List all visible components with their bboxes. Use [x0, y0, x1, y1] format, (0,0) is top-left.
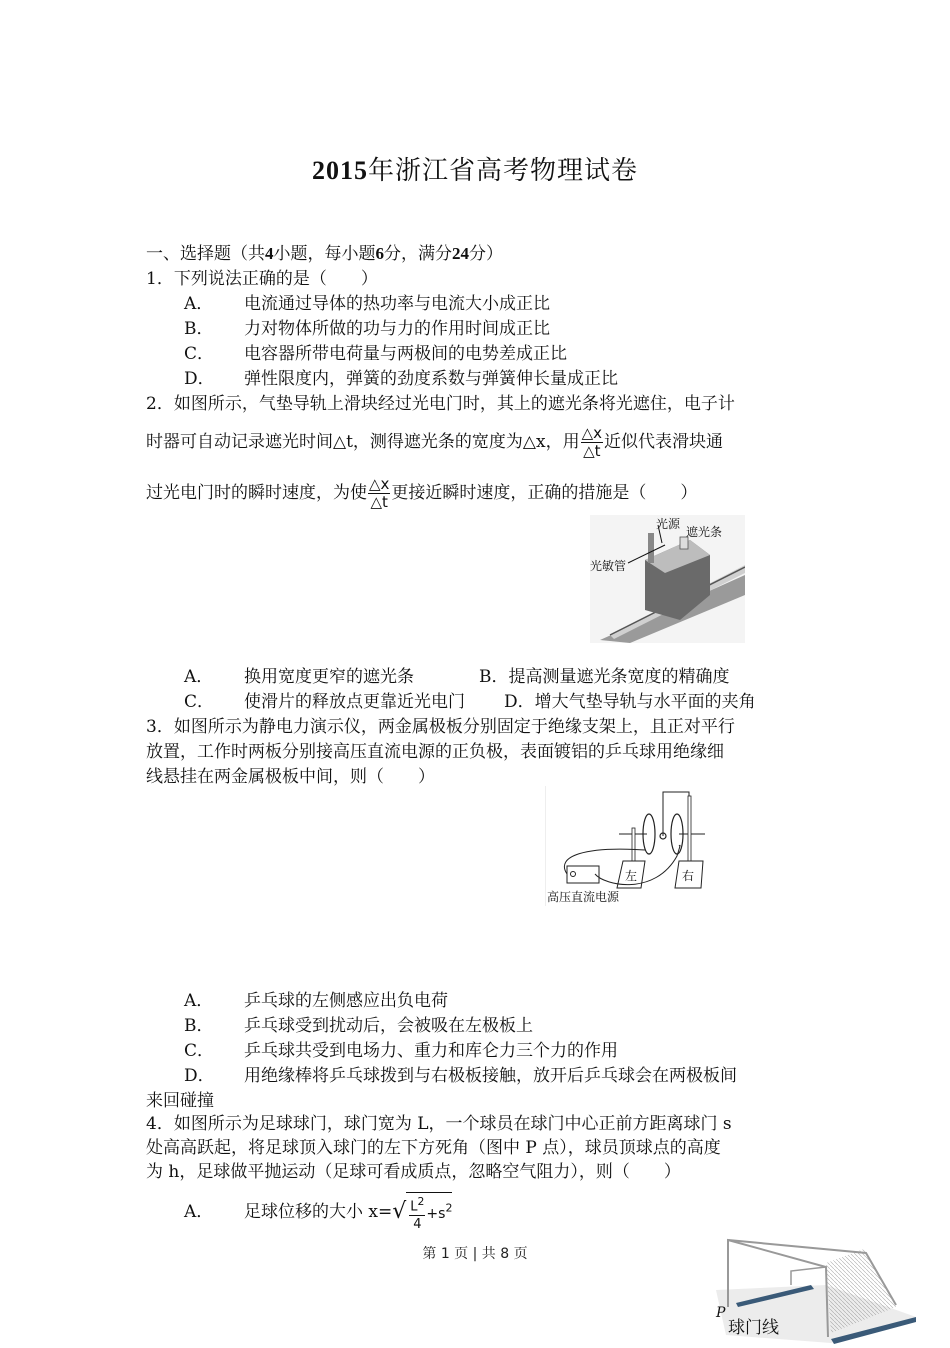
option-text: 力对物体所做的功与力的作用时间成正比 [244, 319, 550, 339]
option-label: C． [184, 344, 215, 364]
option-label: D． [184, 1066, 215, 1086]
option-label: A． [184, 667, 214, 687]
option-label: B． [479, 667, 509, 687]
q3-option-d [184, 1065, 737, 1087]
title-year: 2015 [311, 156, 368, 185]
q2-line2-a: 时器可自动记录遮光时间△t，测得遮光条的宽度为△x，用 [146, 432, 580, 452]
q2-line3-b: 更接近瞬时速度，正确的措施是（ ） [391, 483, 698, 503]
frac-num: △x [581, 424, 602, 442]
frac-num: △x [369, 475, 390, 493]
formula-L: L [410, 1199, 418, 1215]
formula-den: 4 [413, 1217, 422, 1233]
label-right-plate: 右 [682, 869, 695, 883]
frac-den: △t [583, 442, 601, 460]
option-label: D． [504, 692, 535, 712]
q2-line3-a: 过光电门时的瞬时速度，为使 [146, 483, 367, 503]
label-left-plate: 左 [625, 869, 638, 883]
q4-line1: 4．如图所示为足球球门，球门宽为 L，一个球员在球门中心正前方距离球门 s [146, 1114, 732, 1134]
section-header [146, 243, 503, 265]
label-point-p: P [716, 1305, 726, 1321]
option-label: A． [184, 991, 214, 1011]
title-text: 年浙江省高考物理试卷 [367, 156, 638, 186]
q1-option-d [184, 368, 618, 390]
option-label: C． [184, 692, 215, 712]
option-text: 电容器所带电荷量与两极间的电势差成正比 [244, 344, 567, 364]
label-shade-strip: 遮光条 [686, 525, 723, 539]
option-text: 乒乓球的左侧感应出负电荷 [244, 991, 448, 1011]
section-points: 6 [375, 244, 384, 263]
air-track-figure [590, 515, 745, 643]
formula-exp: 2 [417, 1195, 425, 1208]
option-text: 使滑片的释放点更靠近光电门 [244, 692, 465, 712]
q4-line2: 处高高跃起，将足球顶入球门的左下方死角（图中 P 点），球员顶球点的高度 [146, 1138, 721, 1158]
q3-option-d-wrap: 来回碰撞 [146, 1091, 214, 1111]
sqrt-formula: √ $\frac{L^2}{4}$ $+s^2$ [392, 1192, 452, 1233]
q3-option-c [184, 1040, 618, 1062]
q4-line3: 为 h，足球做平抛运动（足球可看成质点，忽略空气阻力），则（ ） [146, 1162, 681, 1182]
fraction-dx-dt [368, 476, 390, 511]
q2-line1: 2．如图所示，气垫导轨上滑块经过光电门时，其上的遮光条将光遮住，电子计 [146, 394, 735, 414]
section-suffix: 分） [469, 244, 503, 264]
fraction-dx-dt [581, 425, 603, 460]
option-text: 弹性限度内，弹簧的劲度系数与弹簧伸长量成正比 [244, 369, 618, 389]
q3-line1: 3．如图所示为静电力演示仪，两金属极板分别固定于绝缘支架上，且正对平行 [146, 717, 735, 737]
section-mid2: 分，满分 [384, 244, 452, 264]
option-label: A． [184, 1202, 214, 1223]
formula-plus-s: +s [426, 1206, 446, 1223]
q2-option-a [184, 666, 730, 688]
frac-den: △t [370, 493, 388, 511]
option-label: C． [184, 1041, 215, 1061]
option-text: 用绝缘棒将乒乓球拨到与右极板接触，放开后乒乓球会在两极板间 [244, 1066, 737, 1086]
option-label: D． [184, 369, 215, 389]
label-power-supply: 高压直流电源 [547, 890, 620, 904]
option-label: B． [184, 1016, 214, 1036]
q3-option-a [184, 990, 448, 1012]
q1-option-a [184, 293, 550, 315]
option-label: B． [184, 319, 214, 339]
page-footer: 第 1 页 | 共 8 页 [422, 1246, 528, 1262]
option-text: 电流通过导体的热功率与电流大小成正比 [244, 294, 550, 314]
q2-line2 [146, 425, 723, 460]
label-photo-tube: 光敏管 [590, 559, 627, 573]
option-text: 足球位移的大小 x= [244, 1202, 393, 1223]
option-text: 提高测量遮光条宽度的精确度 [508, 667, 730, 687]
q2-line3 [146, 476, 697, 511]
option-text: 乒乓球受到扰动后，会被吸在左极板上 [244, 1016, 533, 1036]
soccer-goal-figure [706, 1205, 926, 1344]
option-text: 乒乓球共受到电场力、重力和库仑力三个力的作用 [244, 1041, 618, 1061]
formula-exp2: 2 [445, 1201, 453, 1215]
q2-line2-b: 近似代表滑块通 [604, 432, 723, 452]
section-count: 4 [265, 244, 274, 263]
section-prefix: 一、选择题（共 [146, 244, 265, 264]
q3-option-b [184, 1015, 533, 1037]
option-text: 换用宽度更窄的遮光条 [244, 667, 414, 687]
q1-stem: 1．下列说法正确的是（ ） [146, 269, 378, 289]
q4-option-a [184, 1192, 452, 1233]
label-light-source: 光源 [656, 517, 681, 531]
q3-line3: 线悬挂在两金属极板中间，则（ ） [146, 767, 435, 787]
electrostatic-figure [545, 786, 735, 906]
q1-option-c [184, 343, 567, 365]
q2-option-c [184, 691, 756, 713]
page-title [0, 150, 950, 187]
section-total: 24 [452, 244, 469, 263]
option-label: A． [184, 294, 214, 314]
q3-line2: 放置，工作时两板分别接高压直流电源的正负极，表面镀铝的乒乓球用绝缘细 [146, 742, 724, 762]
section-mid1: 小题，每小题 [273, 244, 376, 264]
option-text: 增大气垫导轨与水平面的夹角 [534, 692, 756, 712]
label-goal-line: 球门线 [728, 1318, 779, 1338]
q1-option-b [184, 318, 550, 340]
